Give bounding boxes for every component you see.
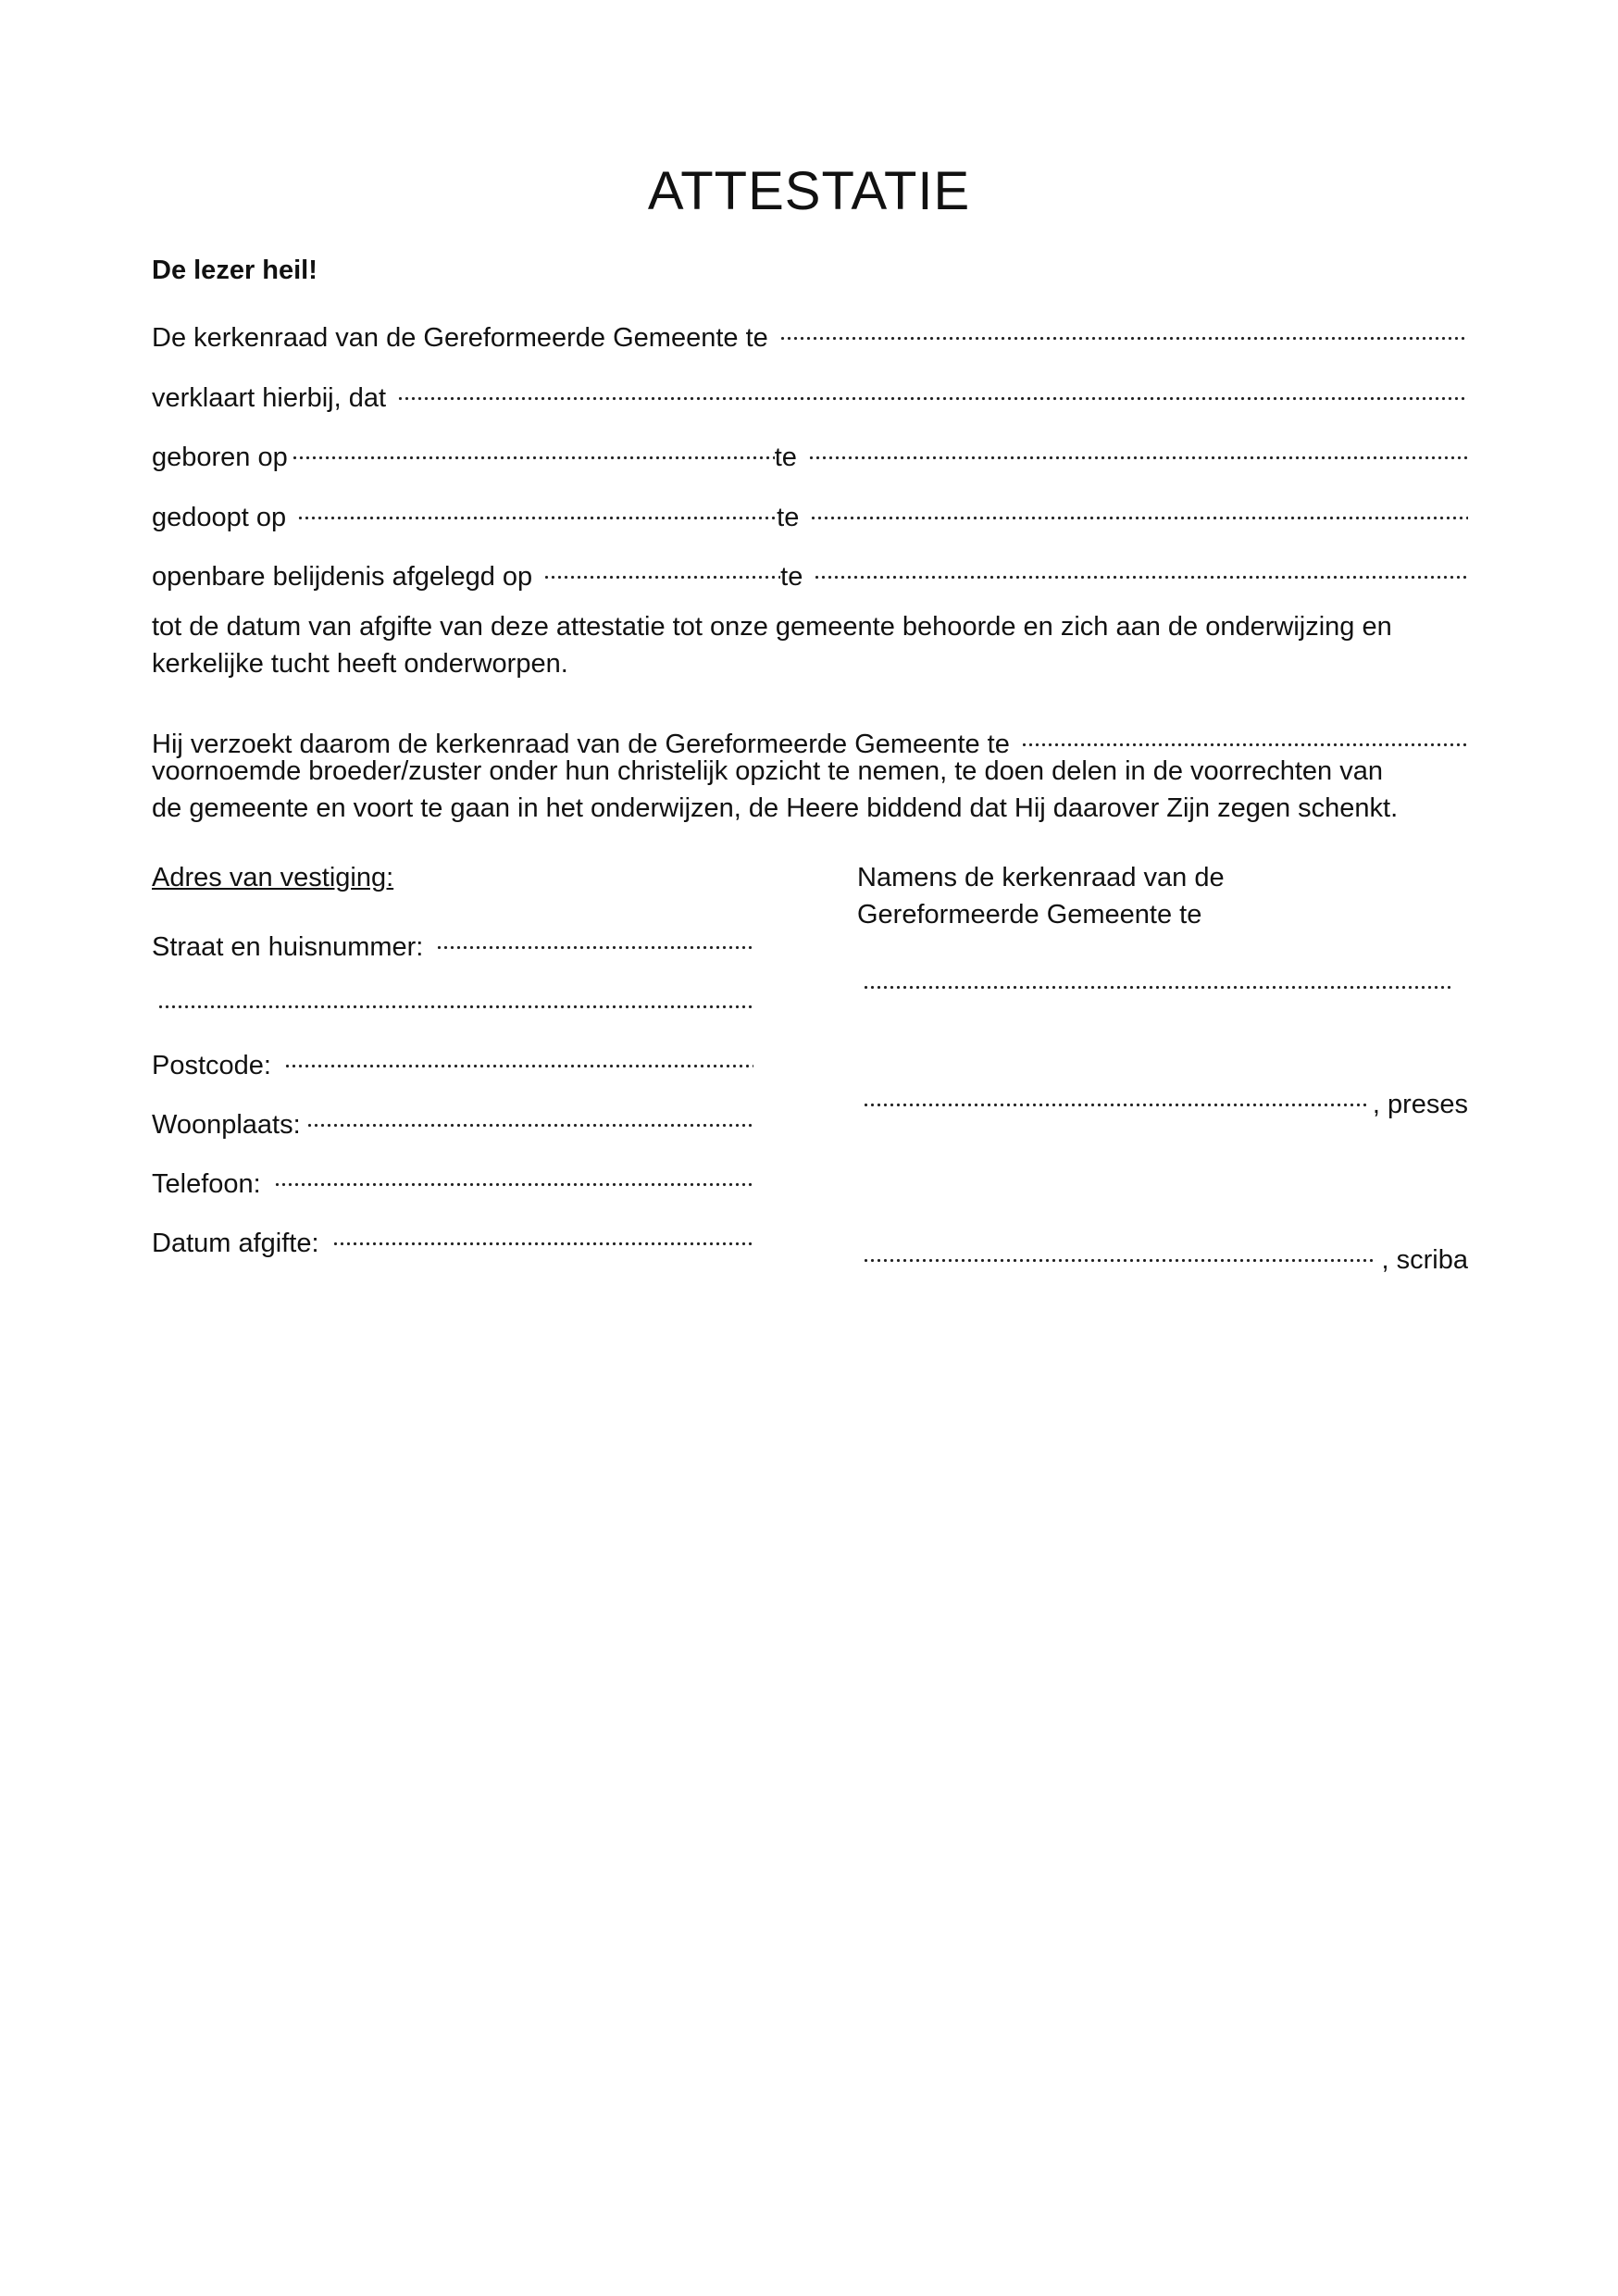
street-fill-field[interactable] [436, 918, 753, 955]
born-date-fill-field[interactable] [292, 429, 775, 466]
signing-congregation-line [863, 958, 1453, 995]
body-paragraph [152, 608, 1468, 682]
confession-date-fill-field[interactable] [543, 548, 780, 585]
request-paragraph-line: de gemeente en voort te gaan in het onderwijzen, de Heere biddend dat Hij daarover Zijn zegen schenkt. [152, 793, 1399, 823]
baptized-line [152, 489, 1468, 532]
declares-label: verklaart hierbij, dat [152, 383, 387, 413]
request-paragraph-first-line [152, 716, 1468, 759]
preses-line [863, 1076, 1468, 1119]
congregation-label: De kerkenraad van de Gereformeerde Gemeente te [152, 323, 768, 353]
city-label: Woonplaats: [152, 1110, 301, 1140]
baptized-date-fill-field[interactable] [297, 489, 777, 526]
city-fill-field[interactable] [306, 1096, 753, 1133]
phone-fill-field[interactable] [274, 1155, 753, 1192]
preses-label: , preses [1372, 1090, 1468, 1119]
postcode-label: Postcode: [152, 1051, 271, 1080]
scriba-signature-field[interactable] [863, 1231, 1376, 1268]
request-paragraph-line: voornoemde broeder/zuster onder hun christelijk opzicht te nemen, te doen delen in de voorrechten van [152, 756, 1383, 786]
baptized-place-label: te [777, 503, 800, 532]
request-label: Hij verzoekt daarom de kerkenraad van de Gereformeerde Gemeente te [152, 730, 1010, 759]
baptized-place-fill-field[interactable] [810, 489, 1468, 526]
issue-date-label: Datum afgifte: [152, 1229, 319, 1258]
postcode-line [152, 1037, 753, 1080]
signature-heading [857, 859, 1468, 933]
confession-line [152, 548, 1468, 592]
request-paragraph [152, 716, 1468, 827]
street-label: Straat en huisnummer: [152, 932, 424, 962]
city-line [152, 1096, 753, 1140]
congregation-line [152, 309, 1468, 353]
scriba-line [863, 1231, 1468, 1275]
greeting: De lezer heil! [152, 256, 317, 285]
issue-date-line [152, 1215, 753, 1258]
declares-line [152, 369, 1468, 413]
confession-place-fill-field[interactable] [814, 548, 1468, 585]
congregation-fill-field[interactable] [779, 309, 1468, 346]
document-title: ATTESTATIE [647, 161, 971, 221]
confession-label: openbare belijdenis afgelegd op [152, 562, 533, 592]
signature-heading-line: Gereformeerde Gemeente te [857, 900, 1202, 930]
signing-congregation-fill-field[interactable] [863, 958, 1453, 995]
born-line [152, 429, 1468, 472]
issue-date-fill-field[interactable] [332, 1215, 753, 1252]
baptized-label: gedoopt op [152, 503, 287, 532]
signature-heading-line: Namens de kerkenraad van de [857, 863, 1225, 892]
phone-label: Telefoon: [152, 1169, 261, 1199]
street-extra-line [152, 978, 753, 1015]
preses-signature-field[interactable] [863, 1076, 1367, 1113]
member-name-fill-field[interactable] [397, 369, 1468, 406]
born-label: geboren op [152, 443, 288, 472]
scriba-label: , scriba [1381, 1245, 1468, 1275]
body-paragraph-line: kerkelijke tucht heeft onderworpen. [152, 649, 568, 679]
born-place-fill-field[interactable] [808, 429, 1468, 466]
street-extra-fill-field[interactable] [157, 978, 753, 1015]
postcode-fill-field[interactable] [284, 1037, 753, 1074]
receiving-congregation-fill-field[interactable] [1021, 716, 1468, 753]
body-paragraph-line: tot de datum van afgifte van deze attestatie tot onze gemeente behoorde en zich aan de onderwijzing en [152, 612, 1392, 642]
phone-line [152, 1155, 753, 1199]
confession-place-label: te [780, 562, 803, 592]
born-place-label: te [774, 443, 797, 472]
address-heading: Adres van vestiging: [152, 863, 394, 892]
street-line [152, 918, 753, 962]
